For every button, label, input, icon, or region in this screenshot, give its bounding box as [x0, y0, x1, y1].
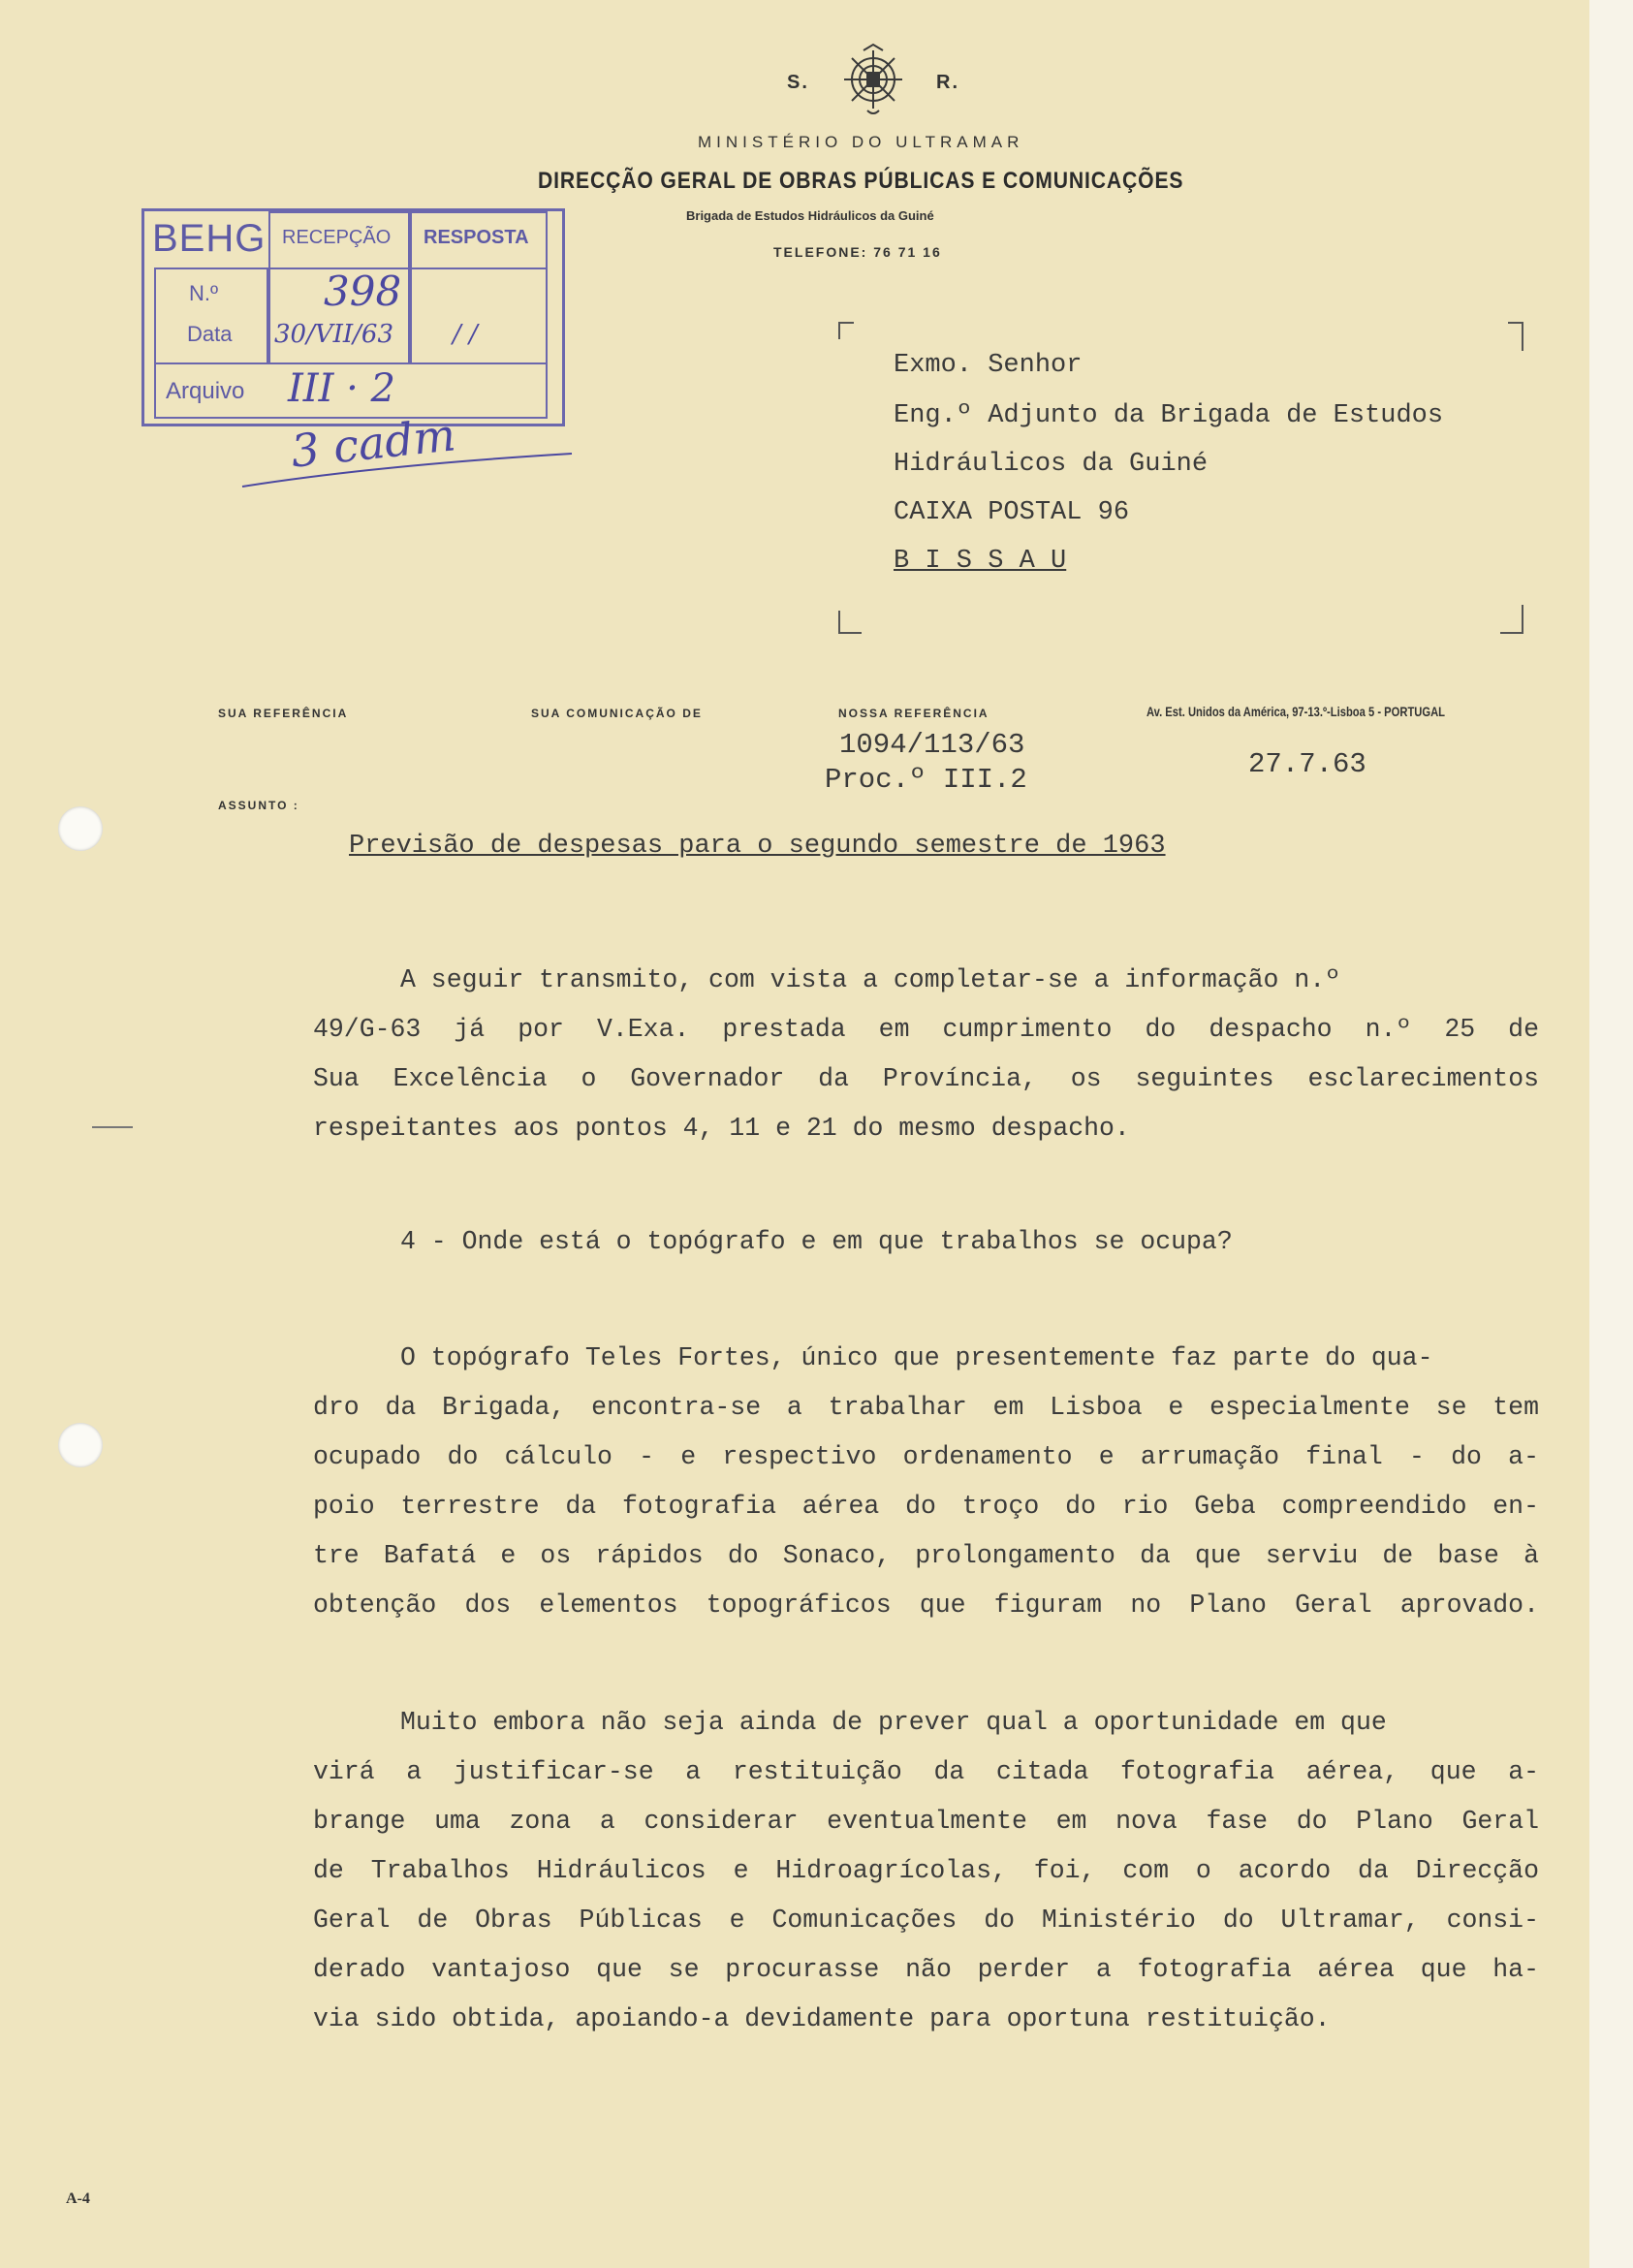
fold-mark [92, 1126, 133, 1128]
stamp-response-date: / / [453, 320, 478, 349]
address-bracket-bottom-left [838, 611, 862, 634]
office-address: Av. Est. Unidos da América, 97-13.º-Lisboa 5 - PORTUGAL [1146, 704, 1446, 719]
recipient-city: B I S S A U [894, 547, 1067, 576]
p4-line-5: Geral de Obras Públicas e Comunicações do Ministério do Ultramar, consi- [313, 1906, 1539, 1935]
page-edge [1589, 0, 1633, 2268]
telephone-line [773, 244, 942, 260]
our-reference-label: NOSSA REFERÊNCIA [838, 707, 989, 720]
our-reference-value: 1094/113/63 [839, 729, 1025, 761]
telephone-label: TELEFONE: [773, 244, 868, 260]
your-communication-label: SUA COMUNICAÇÃO DE [531, 707, 703, 720]
recipient-line-2: Eng.º Adjunto da Brigada de Estudos [894, 401, 1444, 430]
punch-hole-top [58, 806, 103, 851]
address-bracket-top-left [838, 322, 854, 339]
s-letter: S. [787, 72, 809, 93]
form-code: A-4 [66, 2190, 90, 2207]
address-bracket-bottom-right [1500, 605, 1523, 634]
p1-line-2: 49/G-63 já por V.Exa. prestada em cumprimento do despacho n.º 25 de [313, 1015, 1539, 1044]
stamp-response-label: RESPOSTA [424, 227, 529, 248]
p3-line-1: O topógrafo Teles Fortes, único que presentemente faz parte do qua- [400, 1343, 1433, 1372]
signature-underline-icon [233, 426, 581, 494]
address-bracket-top-right [1508, 322, 1523, 351]
ministry-title: MINISTÉRIO DO ULTRAMAR [698, 133, 1024, 151]
your-reference-label: SUA REFERÊNCIA [218, 707, 349, 720]
stamp-reception-label: RECEPÇÃO [282, 227, 392, 248]
stamp-number-label: N.º [189, 281, 219, 305]
p4-line-6: derado vantajoso que se procurasse não perder a fotografia aérea que ha- [313, 1955, 1539, 1984]
coat-of-arms-icon [829, 43, 918, 118]
reception-stamp [141, 208, 565, 426]
subject-label: ASSUNTO : [218, 799, 299, 812]
recipient-line-1: Exmo. Senhor [894, 351, 1083, 380]
punch-hole-bottom [58, 1423, 103, 1467]
p2-line-1: 4 - Onde está o topógrafo e em que trabalhos se ocupa? [400, 1227, 1233, 1256]
letter-date: 27.7.63 [1248, 748, 1366, 780]
r-letter: R. [936, 72, 959, 93]
p4-line-7: via sido obtida, apoiando-a devidamente para oportuna restituição. [313, 2004, 1331, 2033]
p1-line-4: respeitantes aos pontos 4, 11 e 21 do mesmo despacho. [313, 1114, 1130, 1143]
recipient-line-4: CAIXA POSTAL 96 [894, 498, 1130, 527]
recipient-line-3: Hidráulicos da Guiné [894, 450, 1209, 479]
p1-line-1: A seguir transmito, com vista a completar-se a informação n.º [400, 965, 1341, 994]
telephone-number: 76 71 16 [873, 244, 942, 260]
paragraph-2 [313, 1217, 1539, 1267]
brigade-title: Brigada de Estudos Hidráulicos da Guiné [686, 208, 934, 223]
paragraph-4 [313, 1698, 1539, 2044]
signature: 3 cadm [288, 408, 458, 478]
p1-line-3: Sua Excelência o Governador da Província, os seguintes esclarecimentos [313, 1064, 1539, 1093]
p3-line-3: ocupado do cálculo - e respectivo ordenamento e arrumação final - do a- [313, 1442, 1539, 1471]
p4-line-1: Muito embora não seja ainda de prever qual a oportunidade em que [400, 1708, 1387, 1737]
p3-line-4: poio terrestre da fotografia aérea do troço do rio Geba compreendido en- [313, 1492, 1539, 1521]
stamp-org: BEHG [152, 217, 267, 260]
p4-line-2: virá a justificar-se a restituição da citada fotografia aérea, que a- [313, 1757, 1539, 1786]
subject-line: Previsão de despesas para o segundo semestre de 1963 [349, 832, 1166, 861]
paragraph-3 [313, 1334, 1539, 1630]
stamp-archive-value: III · 2 [288, 366, 395, 411]
stamp-date-label: Data [187, 322, 233, 346]
p3-line-2: dro da Brigada, encontra-se a trabalhar em Lisboa e especialmente se tem [313, 1393, 1539, 1422]
paragraph-1 [313, 956, 1539, 1153]
p4-line-4: de Trabalhos Hidráulicos e Hidroagrícolas, foi, com o acordo da Direcção [313, 1856, 1539, 1885]
stamp-date-value: 30/VII/63 [274, 320, 394, 349]
p3-line-6: obtenção dos elementos topográficos que figuram no Plano Geral aprovado. [313, 1591, 1539, 1620]
p4-line-3: brange uma zona a considerar eventualmente em nova fase do Plano Geral [313, 1807, 1539, 1836]
stamp-number-value: 398 [324, 268, 402, 315]
stamp-archive-label: Arquivo [166, 378, 245, 404]
process-value: Proc.º III.2 [825, 764, 1027, 796]
direction-title: DIRECÇÃO GERAL DE OBRAS PÚBLICAS E COMUNICAÇÕES [538, 168, 1184, 194]
p3-line-5: tre Bafatá e os rápidos do Sonaco, prolongamento da que serviu de base à [313, 1541, 1539, 1570]
